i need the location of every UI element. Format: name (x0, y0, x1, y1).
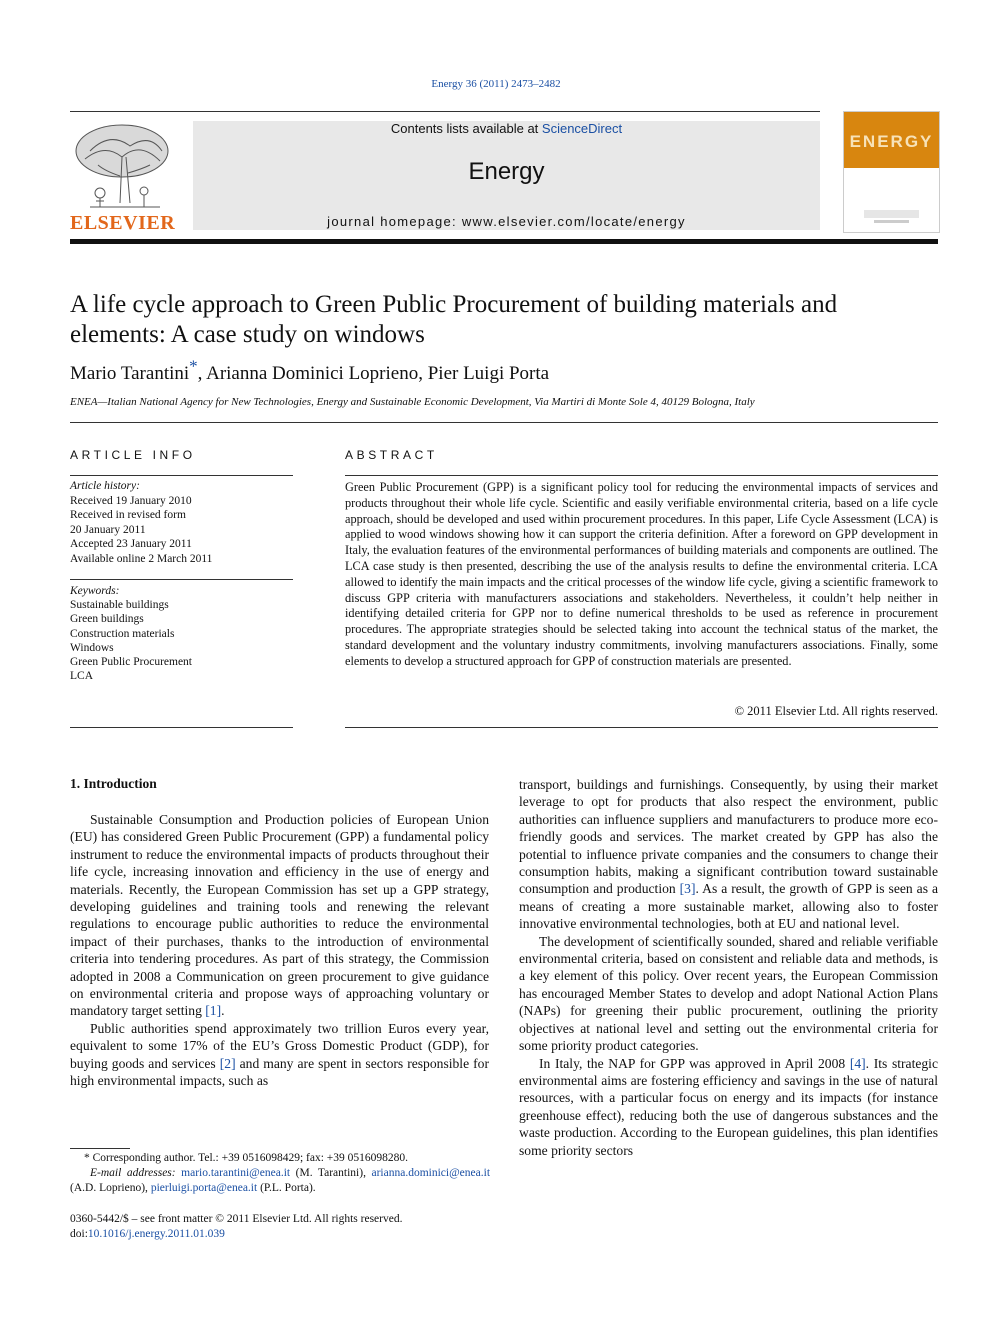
header-thick-rule (70, 239, 938, 244)
body-paragraph: transport, buildings and furnishings. Consequently, by using their market leverage to opt for products that also respect the environment, public authorities can influence suppliers and manufacturers to produce more eco-friendly goods and services. The market created by GPP has also the potential to influence private companies and the consumers to change their consumption habits, making a significant contribution toward sustainable consumption and production [3]. As a result, the growth of GPP is seen as a means of creating a more sustainable market, allowing also to foster innovative environmental technologies, both at EU and national level. (519, 777, 938, 932)
body-paragraph: In Italy, the NAP for GPP was approved in April 2008 [4]. Its strategic environmental aims are fostering efficiency and savings in the use of natural resources, with a particular focus on energy and its impacts (for instance greenhouse effect), reducing both the use of dangerous substances and the waste production. According to the European guidelines, this plan identifies some priority sectors (519, 1055, 938, 1158)
tree-icon (70, 121, 174, 211)
author-name[interactable]: Mario Tarantini (70, 363, 190, 384)
history-entry: Available online 2 March 2011 (70, 552, 213, 565)
contents-prefix: Contents lists available at (390, 121, 542, 136)
copyright-line: © 2011 Elsevier Ltd. All rights reserved. (734, 704, 938, 718)
keyword: Green Public Procurement (70, 656, 192, 669)
doi-link[interactable]: 10.1016/j.energy.2011.01.039 (87, 1228, 225, 1240)
corresponding-author-mark[interactable]: * (189, 356, 198, 376)
author-separator: , (418, 363, 428, 384)
abstract-rule (345, 727, 938, 728)
cover-detail-icon (844, 172, 939, 230)
keyword: Sustainable buildings (70, 599, 169, 612)
citation-link[interactable]: [1] (205, 1003, 222, 1019)
body-paragraph: Sustainable Consumption and Production policies of European Union (EU) has considered Green Public Procurement (GPP) a fundamental policy instrument to reduce the environmental impacts of products throughout their life cycle, increasing innovation and efficiency in the use of energy and materials. Recently, the European Commission has set up a GPP strategy, developing guidelines and training tools and renewing the relevant regulations to encourage public authorities to reduce the environmental impact of their purchases, thanks to the introduction of environmental criteria into tendering procedures. As part of this strategy, the Commission adopted in 2008 a Communication on green procurement to give guidance on environmental criteria and propose ways of approaching voluntary or mandatory target setting [1]. (70, 812, 489, 1019)
homepage-url-link[interactable]: www.elsevier.com/locate/energy (461, 214, 686, 229)
email-owner: (M. Tarantini), (290, 1167, 372, 1179)
email-owner: (A.D. Loprieno), (70, 1182, 151, 1194)
body-paragraph: Public authorities spend approximately two trillion Euros every year, equivalent to some 17% of the EU’s Gross Domestic Product (GDP), for buying goods and services [2] and many are spent in sectors responsible for high environmental impacts, such as (70, 1020, 489, 1089)
journal-homepage (193, 214, 820, 229)
keyword: Construction materials (70, 627, 175, 640)
history-entry: Received 19 January 2010 (70, 494, 192, 507)
citation-link[interactable]: [2] (219, 1055, 236, 1071)
email-link[interactable]: arianna.dominici@enea.it (371, 1167, 491, 1179)
keywords-label: Keywords: (70, 585, 120, 597)
article-title: A life cycle approach to Green Public Procurement of building materials and elements: A case study on windows (70, 291, 838, 348)
email-link[interactable]: pierluigi.porta@enea.it (150, 1182, 258, 1194)
history-entry: Accepted 23 January 2011 (70, 538, 192, 550)
body-paragraph: The development of scientifically sounded, shared and reliable verifiable environmental criteria, based on consistent and reliable data and methods, is a key element of this policy. Over recent years, the European Commission has encouraged Member States to develop and adopt National Action Plans (NAPs) for greening their public procurement, outlining the priority objectives at national level and setting out the environmental criteria for some priority product categories. (519, 933, 938, 1054)
email-label: E-mail addresses: (90, 1167, 176, 1179)
contents-available-line (193, 121, 820, 136)
elsevier-wordmark: ELSEVIER (70, 212, 176, 234)
issn-block (70, 1212, 402, 1242)
article-info-rule (70, 727, 293, 728)
affiliation: ENEA—Italian National Agency for New Technologies, Energy and Sustainable Economic Development, Via Martiri di Monte Sole 4, 40129 Bologna, Italy (70, 396, 755, 408)
body-column-right (519, 776, 938, 1159)
history-label: Article history: (70, 480, 140, 492)
author-list (70, 356, 550, 385)
section-heading: 1. Introduction (70, 776, 157, 791)
email-owner: (P.L. Porta). (257, 1182, 316, 1194)
history-entry: Received in revised form (70, 509, 186, 521)
body-column-left (70, 811, 489, 1090)
header-rule (70, 111, 820, 112)
homepage-prefix: journal homepage: (327, 214, 462, 229)
cover-title: ENERGY (849, 132, 934, 151)
sciencedirect-link[interactable]: ScienceDirect (541, 121, 623, 136)
article-history (70, 479, 212, 566)
keywords (70, 584, 192, 683)
abstract-rule (345, 475, 938, 476)
history-list (70, 494, 212, 567)
journal-name: Energy (468, 158, 545, 185)
doi-label: doi: (70, 1228, 88, 1240)
abstract-heading: ABSTRACT (345, 448, 438, 462)
keyword-list (70, 598, 192, 683)
title-rule (70, 422, 938, 423)
citation-link[interactable]: [4] (849, 1055, 866, 1071)
history-entry: 20 January 2011 (70, 523, 146, 536)
footnotes (70, 1151, 490, 1196)
issn-line: 0360-5442/$ – see front matter © 2011 Elsevier Ltd. All rights reserved. (70, 1213, 403, 1225)
email-addresses (70, 1166, 490, 1196)
keyword: LCA (70, 670, 93, 683)
author-name[interactable]: Pier Luigi Porta (427, 363, 550, 384)
keyword: Windows (70, 641, 114, 654)
article-info-rule (70, 475, 293, 476)
footnote-rule (70, 1148, 130, 1149)
citation-link[interactable]: [3] (679, 881, 696, 897)
article-info-heading: ARTICLE INFO (70, 448, 196, 462)
author-name[interactable]: Arianna Dominici Loprieno (206, 363, 419, 384)
email-link[interactable]: mario.tarantini@enea.it (181, 1167, 291, 1179)
corresponding-author-note: * Corresponding author. Tel.: +39 0516098429; fax: +39 0516098280. (84, 1152, 409, 1164)
article-info-rule (70, 579, 293, 580)
journal-citation-link[interactable]: Energy 36 (2011) 2473–2482 (431, 78, 561, 90)
keyword: Green buildings (70, 613, 144, 626)
abstract-text: Green Public Procurement (GPP) is a significant policy tool for reducing the environmental impacts of services and products throughout their whole life cycle. Scientific and easily verifiable environmental criteria, based on a life cycle approach, should be developed and used within procurement procedures. In this paper, Life Cycle Assessment (LCA) is applied to wood windows showing how it can support the criteria definition. After a foreword on GPP development in Italy, the evaluation features of the environmental performances of building materials and components are outlined. The LCA case study is then presented, describing the use of the analysis results to define the environmental criteria. LCA allowed to identify the main impacts and the critical processes of the window life cycle, giving a scientific framework to discuss GPP criteria with manufacturers associations and stakeholders. Nevertheless, it couldn’t help neither in identifying detailed criteria for GPP nor to define numerical thresholds to be used as reference in procurement procedures. The appropriate strategies should be selected taking into account the technical status of the market, the standard development and the voluntary industry commitments, involving manufacturers associations. Finally, some elements to develop a structured approach for GPP of construction materials are presented. (345, 480, 938, 668)
doi-line (70, 1227, 402, 1242)
author-separator: , (197, 363, 207, 384)
journal-cover-thumbnail[interactable] (843, 111, 940, 233)
